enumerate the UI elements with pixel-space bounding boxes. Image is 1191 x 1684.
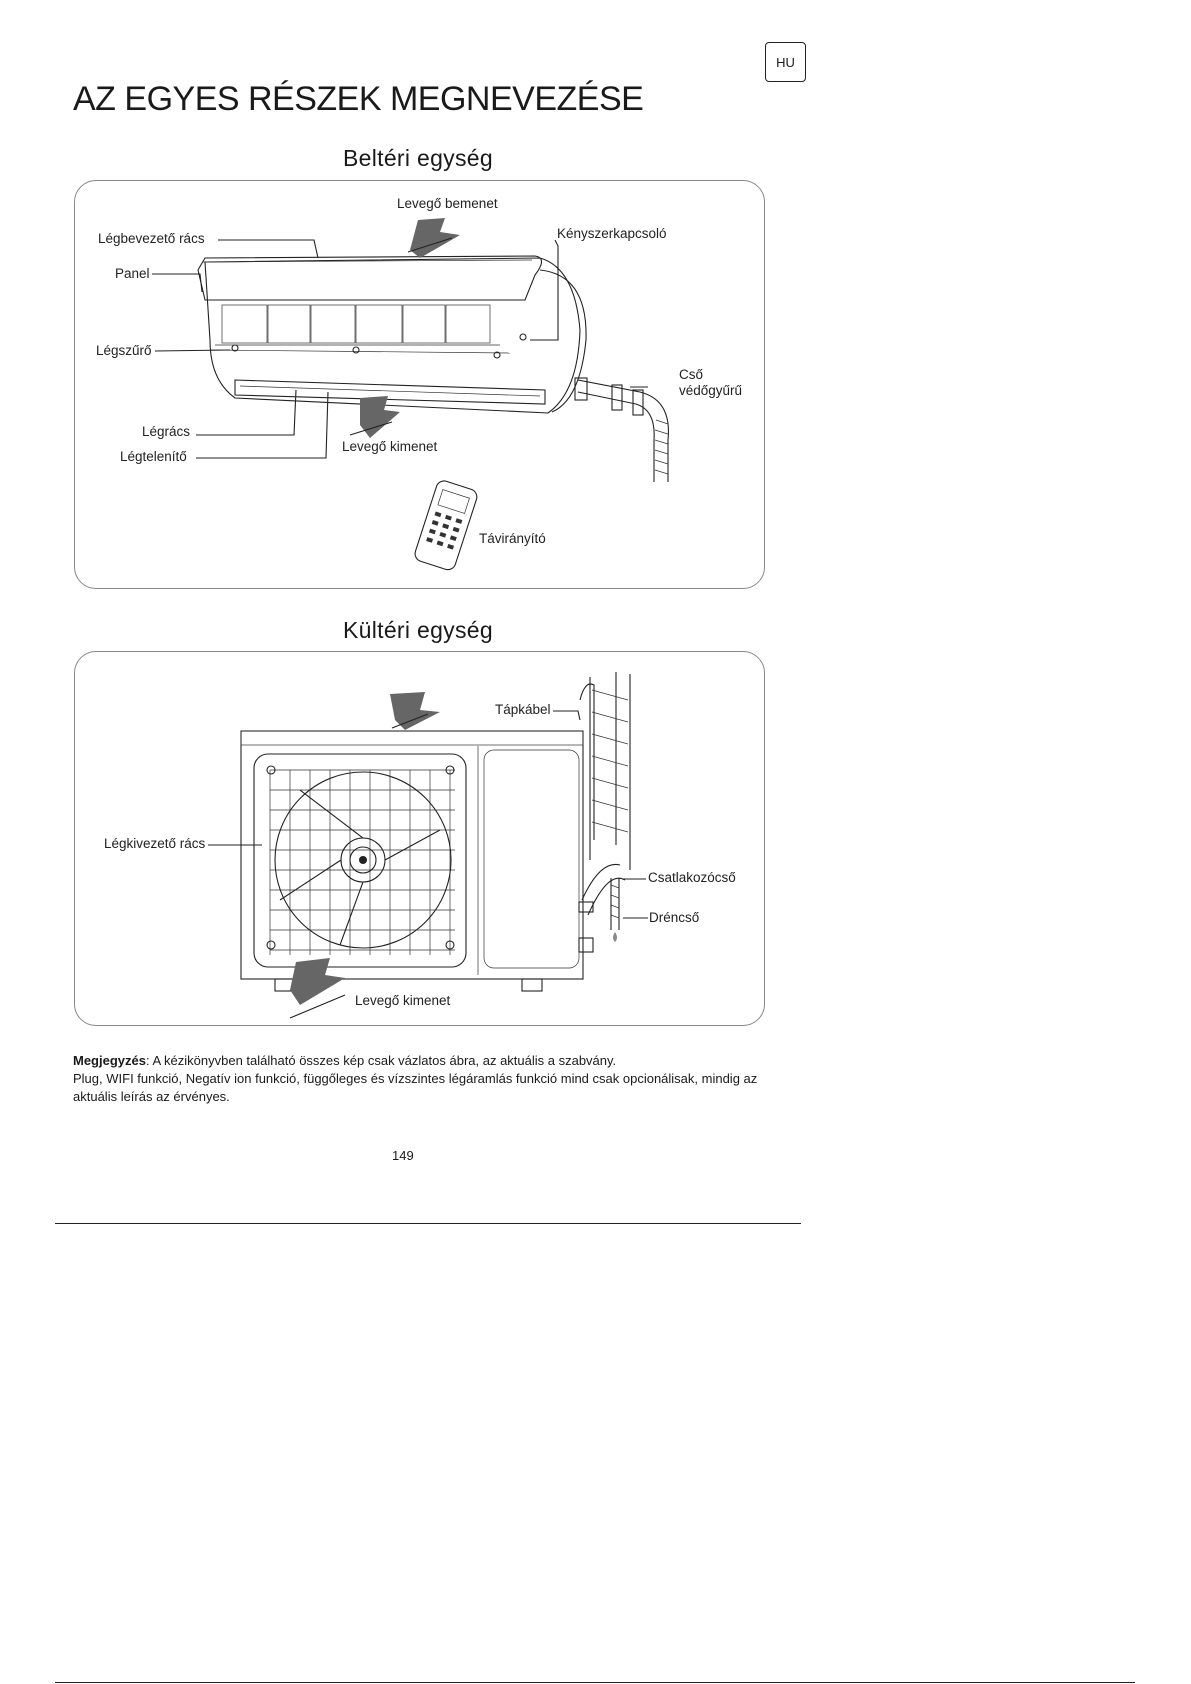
label-power-cable: Tápkábel [495, 702, 551, 717]
label-panel: Panel [115, 266, 150, 281]
label-pipe-sleeve-2: védőgyűrű [679, 383, 743, 398]
label-emergency-switch: Kényszerkapcsoló [557, 226, 667, 241]
bottom-rule [55, 1682, 1135, 1683]
label-louver: Légrács [142, 424, 191, 439]
outdoor-unit-heading: Kültéri egység [343, 617, 493, 643]
note-line-1: : A kézikönyvben található összes kép csak vázlatos ábra, az aktuális a szabvány. [145, 1053, 617, 1068]
divider-line [55, 1223, 801, 1224]
label-inlet-grille: Légbevezető rács [98, 231, 205, 246]
label-pipe-sleeve-1: Cső [679, 367, 704, 382]
label-deflector: Légtelenítő [120, 449, 187, 464]
label-connecting-pipe: Csatlakozócső [648, 870, 736, 885]
language-badge: HU [765, 42, 806, 82]
note-label: Megjegyzés [73, 1053, 146, 1068]
label-indoor-air-outlet: Levegő kimenet [342, 439, 438, 454]
indoor-unit-heading: Beltéri egység [343, 145, 493, 171]
note [73, 1052, 773, 1106]
label-remote: Távirányító [479, 531, 546, 546]
label-air-inlet: Levegő bemenet [397, 196, 498, 211]
indoor-unit-drawing [152, 218, 668, 572]
outdoor-unit-drawing [208, 672, 648, 1018]
label-outlet-grille: Légkivezető rács [104, 836, 206, 851]
page-title: AZ EGYES RÉSZEK MEGNEVEZÉSE [73, 80, 644, 118]
label-outdoor-air-outlet: Levegő kimenet [355, 993, 451, 1008]
page-number: 149 [392, 1148, 414, 1163]
note-line-2: Plug, WIFI funkció, Negatív ion funkció, függőleges és vízszintes légáramlás funkció mind csak opcionálisak, mindig az aktuális leírás az érvényes. [73, 1071, 758, 1104]
label-drain-pipe: Dréncső [649, 910, 700, 925]
label-air-filter: Légszűrő [96, 343, 152, 358]
